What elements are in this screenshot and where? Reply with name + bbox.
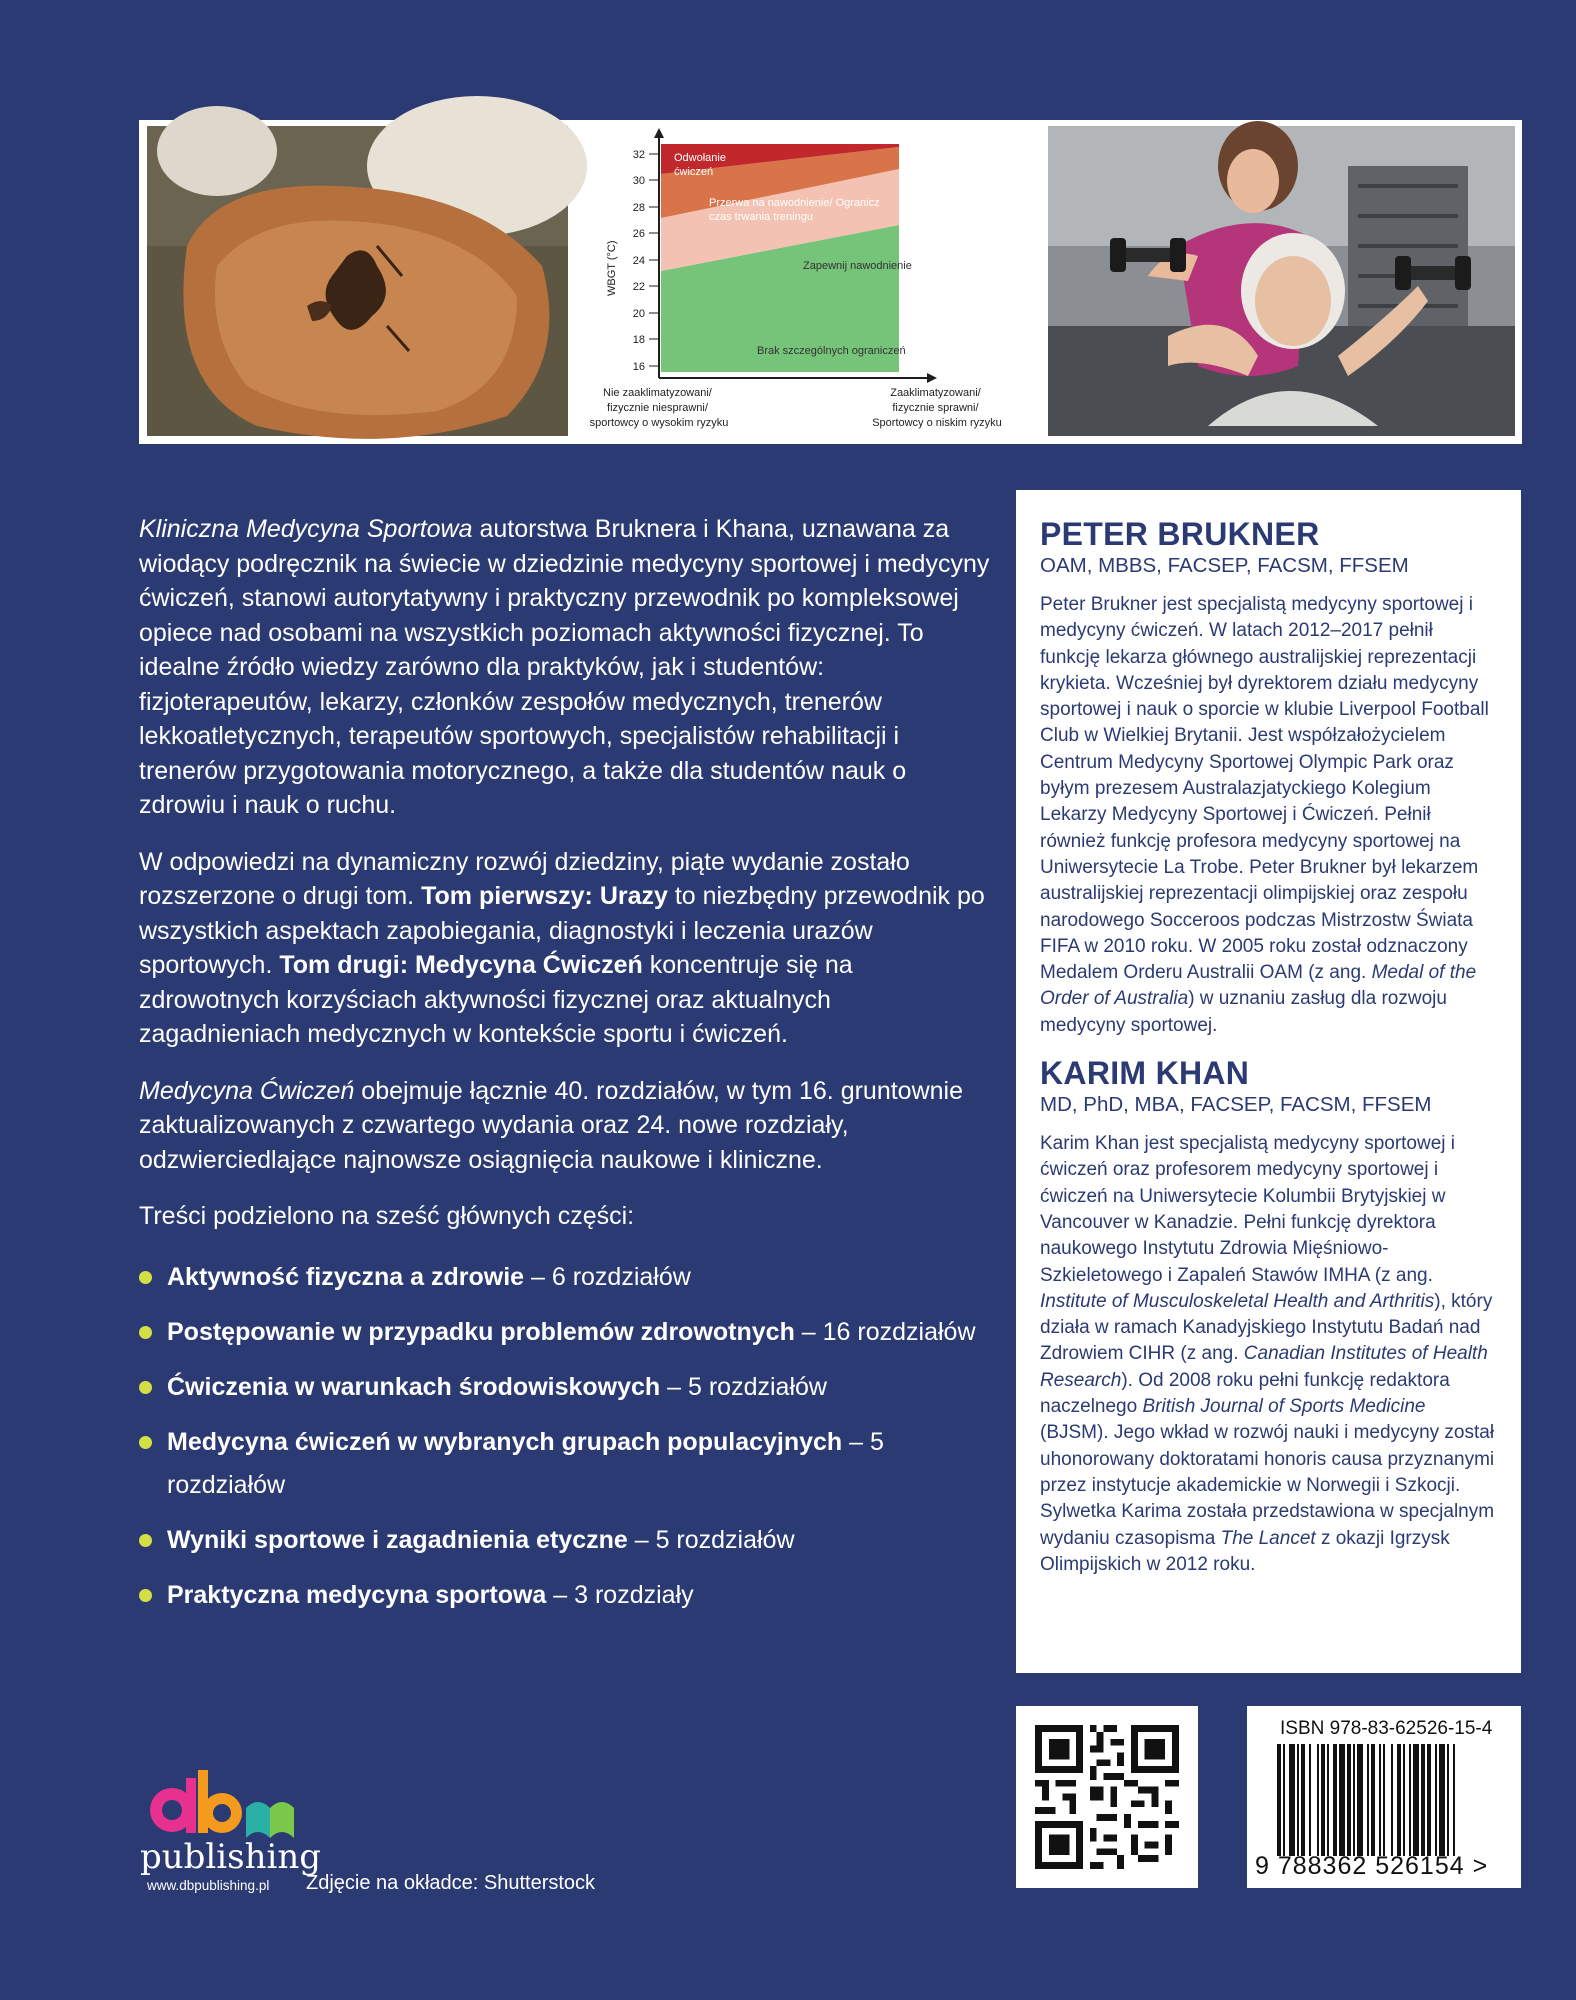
paragraph-intro: Kliniczna Medycyna Sportowa autorstwa Bruknera i Khana, uznawana za wiodący podręcznik na świecie w dziedzinie medycyny sportowej i medycyny ćwiczeń, stanowi autorytatywny i praktyczny przewodnik po kompleksowej opiece nad osobami na wszystkich poziomach aktywności fizycznej. To idealne źródło wiedzy zarówno dla praktyków, jak i studentów: fizjoterapeutów, lekarzy, członków zespołów medycznych, trenerów lekkoatletycznych, terapeutów sportowych, specjalistów rehabilitacji i trenerów przygotowania motorycznego, a także dla studentów nauk o zdrowiu i nauk o ruchu. (139, 515, 990, 819)
figure-strip (139, 120, 1522, 444)
photo-credit: Zdjęcie na okładce: Shutterstock (306, 1872, 596, 1894)
y-axis-arrow (654, 128, 664, 138)
zone-label-hydration: Zapewnij nawodnienie (803, 260, 912, 272)
x-left-label: Nie zaaklimatyzowani/ fizycznie niesprawni/ sportowcy o wysokim ryzyku (589, 387, 729, 429)
tick-label: 30 (632, 175, 645, 187)
list-item: Praktyczna medycyna sportowa – 3 rozdziały (139, 1574, 999, 1617)
author-credentials-brukner: OAM, MBBS, FACSEP, FACSM, FFSEM (1040, 554, 1409, 577)
bullet-icon (139, 1326, 152, 1339)
bullet-icon (139, 1589, 152, 1602)
db-publishing-logo (138, 1758, 322, 1888)
isbn-barcode (1247, 1706, 1521, 1888)
list-item: Ćwiczenia w warunkach środowiskowych – 5 rozdziałów (139, 1366, 999, 1409)
heart-cross-section-photo (147, 126, 568, 436)
author-credentials-khan: MD, PhD, MBA, FACSEP, FACSM, FFSEM (1040, 1093, 1432, 1117)
tick-label: 18 (632, 334, 645, 346)
book-title-italic: Kliniczna Medycyna Sportowa (139, 515, 473, 543)
author-bio-panel (1016, 490, 1521, 1673)
wbgt-chart (579, 126, 1044, 438)
bullet-icon (139, 1271, 152, 1284)
list-item: Postępowanie w przypadku problemów zdrowotnych – 16 rozdziałów (139, 1311, 999, 1354)
list-item: Wyniki sportowe i zagadnienia etyczne – 5 rozdziałów (139, 1519, 999, 1562)
paragraph-volumes: W odpowiedzi na dynamiczny rozwój dziedziny, piąte wydanie zostało rozszerzone o drugi tom. Tom pierwszy: Urazy to niezbędny przewodnik po wszystkich aspektach zapobiegania, diagnostyki i leczenia urazów sportowych. Tom drugi: Medycyna Ćwiczeń koncentruje się na zdrowotnych korzyściach aktywności fizycznej oraz aktualnych zagadnieniach medycznych w kontekście sportu i ćwiczeń. (139, 847, 985, 1048)
x-axis-arrow (927, 373, 937, 383)
paragraph-parts-intro: Treści podzielono na sześć głównych części: (139, 1202, 635, 1230)
trainer-with-senior-woman-photo (1048, 126, 1515, 436)
tick-label: 20 (632, 308, 645, 320)
book-description (139, 512, 999, 1629)
svg-text:publishing: publishing (140, 1837, 322, 1877)
author-bio-brukner: Peter Brukner jest specjalistą medycyny sportowej i medycyny ćwiczeń. W latach 2012–2017 pełnił funkcję lekarza głównego australijskiej reprezentacji krykieta. Wcześniej był dyrektorem działu medycyny sportowej i nauk o sporcie w klubie Liverpool Football Club w Wielkiej Brytanii. Jest współzałożycielem Centrum Medycyny Sportowej Olympic Park oraz byłym prezesem Australazjatyckiego Kolegium Lekarzy Medycyny Sportowej i Ćwiczeń. Pełnił również funkcję profesora medycyny sportowej na Uniwersytecie La Trobe. Peter Brukner był lekarzem australijskiej reprezentacji olimpijskiej oraz zespołu narodowego Socceroos podczas Mistrzostw Świata FIFA w 2010 roku. W 2005 roku został odznaczony Medalem Orderu Australii OAM (z ang. Medal of the Order of Australia) w uznaniu zasług dla rozwoju medycyny sportowej. (1040, 594, 1489, 1036)
y-axis-label: WBGT (°C) (606, 240, 618, 296)
zone-label-hydration-break: Przerwa na nawodnienie/ Ogranicz czas trwania treningu (709, 197, 880, 223)
tick-label: 26 (632, 228, 645, 240)
author-bio-khan: Karim Khan jest specjalistą medycyny sportowej i ćwiczeń oraz profesorem medycyny sportowej i ćwiczeń na Uniwersytecie Kolumbii Brytyjskiej w Vancouver w Kanadzie. Pełni funkcję dyrektora naukowego Instytutu Zdrowia Mięśniowo-Szkieletowego i Zapaleń Stawów IMHA (z ang. Institute of Musculoskeletal Health and Arthritis), który działa w ramach Kanadyjskiego Instytutu Badań nad Zdrowiem CIHR (z ang. Canadian Institutes of Health Research). Od 2008 roku pełni funkcję redaktora naczelnego British Journal of Sports Medicine (BJSM). Jego wkład w rozwój nauki i medycyny został uhonorowany doktoratami honoris causa przyznanymi przez instytucje akademickie w Norwegii i Szkocji. Sylwetka Karima została przedstawiona w specjalnym wydaniu czasopisma The Lancet z okazji Igrzysk Olimpijskich w 2012 roku. (1040, 1133, 1495, 1575)
bullet-icon (139, 1381, 152, 1394)
x-right-label: Zaaklimatyzowani/ fizycznie sprawni/ Sportowcy o niskim ryzyku (872, 387, 1002, 429)
isbn-digits: 9 788362 526154 > (1255, 1852, 1489, 1880)
author-name-khan: KARIM KHAN (1040, 1055, 1250, 1092)
paragraph-chapters: Medycyna Ćwiczeń obejmuje łącznie 40. rozdziałów, w tym 16. gruntownie zaktualizowanych z czwartego wydania oraz 24. nowe rozdziały, odzwierciedlające najnowsze osiągnięcia naukowe i kliniczne. (139, 1076, 964, 1174)
parts-list (139, 1256, 999, 1617)
tick-label: 28 (632, 202, 645, 214)
tick-label: 32 (632, 149, 645, 161)
tick-label: 22 (632, 281, 645, 293)
qr-code[interactable] (1016, 1706, 1198, 1888)
isbn-label: ISBN 978-83-62526-15-4 (1280, 1718, 1493, 1739)
qr-code-icon (1016, 1706, 1198, 1888)
bullet-icon (139, 1436, 152, 1449)
author-name-brukner: PETER BRUKNER (1040, 516, 1320, 552)
tick-label: 24 (632, 255, 645, 267)
zone-label-no-restrictions: Brak szczególnych ograniczeń (757, 345, 906, 357)
list-item: Aktywność fizyczna a zdrowie – 6 rozdziałów (139, 1256, 999, 1299)
y-ticks (633, 149, 659, 373)
tick-label: 16 (632, 361, 645, 373)
publisher-website[interactable]: www.dbpublishing.pl (147, 1878, 270, 1893)
zone-label-cancel: Odwołanie ćwiczeń (674, 152, 726, 178)
bullet-icon (139, 1534, 152, 1547)
barcode-icon (1277, 1744, 1509, 1856)
list-item: Medycyna ćwiczeń w wybranych grupach populacyjnych – 5 rozdziałów (139, 1421, 999, 1507)
